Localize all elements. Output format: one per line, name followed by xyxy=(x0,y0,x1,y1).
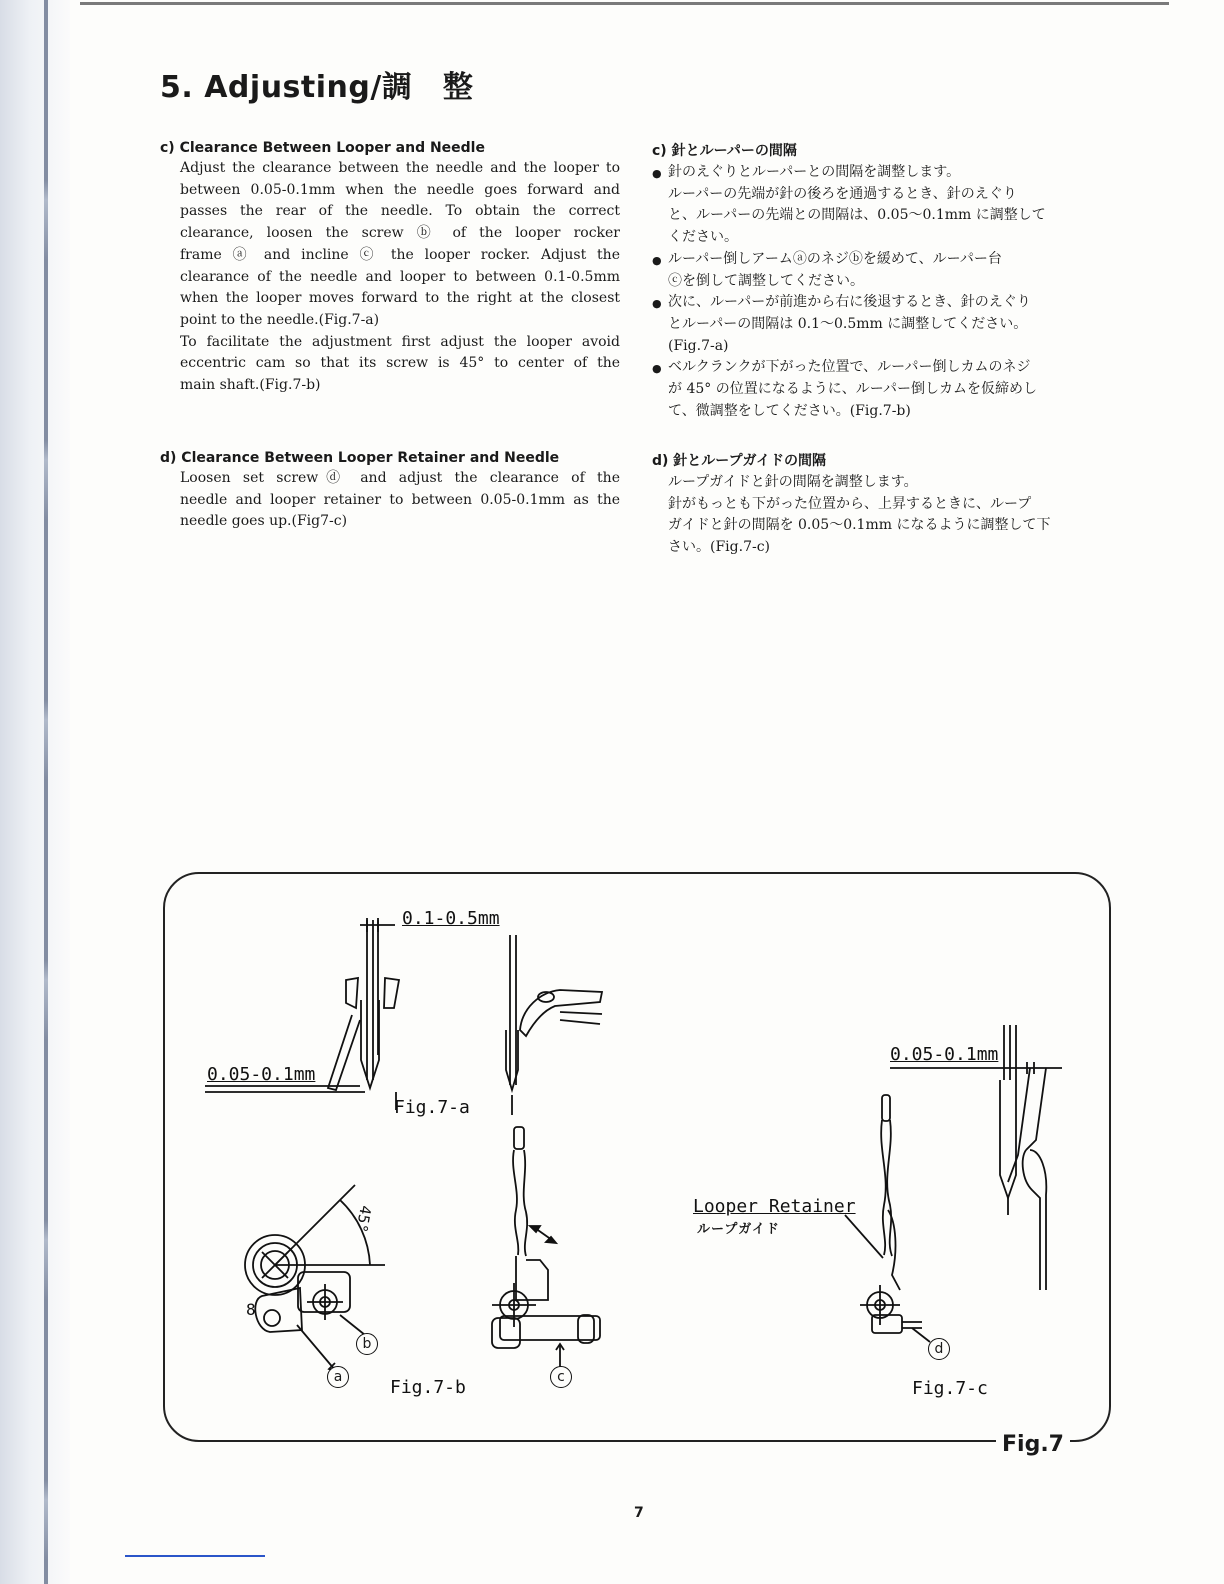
japanese-text-line: と、ルーパーの先端との間隔は、0.05〜0.1mm に調整して xyxy=(668,207,1046,224)
english-section-c-heading: c) Clearance Between Looper and Needle xyxy=(160,140,485,156)
english-text-line: To facilitate the adjustment first adjust the looper avoid xyxy=(180,333,620,350)
english-text-line: passes the rear of the needle. To obtain the correct xyxy=(180,203,620,220)
japanese-bullet-line: ● 次に、ルーパーが前進から右に後退するとき、針のえぐり xyxy=(652,292,1112,314)
english-text-line: needle and looper retainer to between 0.05-0.1mm as the xyxy=(180,491,620,508)
japanese-text-line: て、微調整をしてください。(Fig.7-b) xyxy=(668,402,911,419)
japanese-bullet-line: ● ルーパー倒しアームⓐのネジⓑを緩めて、ルーパー台 xyxy=(652,249,1112,271)
japanese-text-line: さい。(Fig.7-c) xyxy=(668,539,771,556)
english-section-d-heading: d) Clearance Between Looper Retainer and Needle xyxy=(160,450,560,466)
fig7b-angle: 45° xyxy=(352,1204,375,1234)
english-text-line: frame ⓐ and incline ⓒ the looper rocker. Adjust the xyxy=(180,246,620,263)
fig7b-label-a: a xyxy=(327,1366,349,1388)
fig7a-label: Fig.7-a xyxy=(394,1097,470,1118)
japanese-text-line: ルーパーの先端が針の後ろを通過するとき、針のえぐり xyxy=(668,185,1017,202)
fig7c-retainer-en: Looper Retainer xyxy=(693,1196,856,1217)
footer-rule xyxy=(125,1555,265,1557)
english-text-line: clearance of the needle and looper to between 0.1-0.5mm xyxy=(180,268,620,285)
japanese-text-line: ガイドと針の間隔を 0.05〜0.1mm になるように調整して下 xyxy=(668,517,1051,534)
english-text-line: main shaft.(Fig.7-b) xyxy=(180,377,321,394)
english-text-line: when the looper moves forward to the right at the closest xyxy=(180,290,620,307)
fig7b-number-mark: 8 xyxy=(246,1300,256,1319)
english-text-line: eccentric cam so that its screw is 45° to center of the xyxy=(180,355,620,372)
fig7b-label-c: c xyxy=(550,1366,572,1388)
english-text-line: Adjust the clearance between the needle and the looper to xyxy=(180,160,620,176)
fig7c-label: Fig.7-c xyxy=(912,1378,988,1399)
fig7c-retainer-jp: ループガイド xyxy=(697,1222,780,1237)
fig7c-label-d: d xyxy=(928,1338,950,1360)
english-text-line: Loosen set screwⓓ and adjust the clearance of the xyxy=(180,470,620,486)
english-text-line: point to the needle.(Fig.7-a) xyxy=(180,311,380,328)
english-text-line: clearance, loosen the screw ⓑ of the looper rocker xyxy=(180,225,620,242)
fig7b-rocker xyxy=(492,1127,600,1368)
japanese-section-d-heading: d) 針とループガイドの間隔 xyxy=(652,453,827,469)
japanese-text-line: (Fig.7-a) xyxy=(668,337,729,354)
japanese-text-line: ループガイドと針の間隔を調整します。 xyxy=(668,474,918,490)
fig7a-dim-top: 0.1-0.5mm xyxy=(402,908,500,929)
figure-main-label: Fig.7 xyxy=(996,1432,1070,1457)
fig7a-needle-right xyxy=(506,935,602,1115)
page-number: 7 xyxy=(634,1505,644,1521)
japanese-bullet-line: ● ベルクランクが下がった位置で、ルーパー倒しカムのネジ xyxy=(652,357,1112,379)
japanese-bullet-line: ● 針のえぐりとルーパーとの間隔を調整します。 xyxy=(652,162,1112,184)
japanese-section-c-heading: c) 針とルーパーの間隔 xyxy=(652,143,797,159)
english-text-line: between 0.05-0.1mm when the needle goes forward and xyxy=(180,181,620,198)
fig7a-dim-left: 0.05-0.1mm xyxy=(207,1064,316,1085)
fig7c-dim: 0.05-0.1mm xyxy=(890,1044,999,1065)
japanese-text-line: ください。 xyxy=(668,229,738,246)
japanese-text-line: が 45° の位置になるように、ルーパー倒しカムを仮締めし xyxy=(668,381,1038,398)
japanese-text-line: とルーパーの間隔は 0.1〜0.5mm に調整してください。 xyxy=(668,315,1028,332)
fig7c-retainer xyxy=(845,1095,930,1342)
page-title: 5. Adjusting/調 整 xyxy=(160,70,474,105)
japanese-text-line: 針がもっとも下がった位置から、上昇するときに、ループ xyxy=(668,495,1032,512)
fig7b-label: Fig.7-b xyxy=(390,1377,466,1398)
japanese-text-line: ⓒを倒して調整してください。 xyxy=(668,272,864,289)
english-text-line: needle goes up.(Fig7-c) xyxy=(180,513,348,530)
fig7b-label-b: b xyxy=(356,1333,378,1355)
